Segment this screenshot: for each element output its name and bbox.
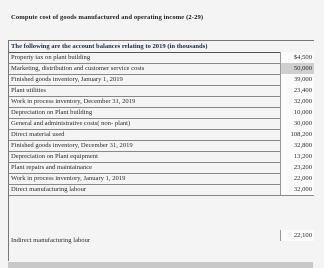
account-label: Marketing, distribution and customer service costs <box>11 65 145 72</box>
account-label: Depreciation on Plant building <box>11 109 93 116</box>
account-value: 50,000 <box>280 63 314 74</box>
account-label: Work in process inventory, January 1, 2019 <box>11 175 126 182</box>
account-value: 108,200 <box>280 129 314 140</box>
account-value: 13,200 <box>280 151 314 162</box>
account-value: 22,000 <box>280 173 314 184</box>
account-label: General and administrative costs( non- plant) <box>11 120 131 127</box>
account-label: Finished goods inventory, January 1, 2019 <box>11 76 123 83</box>
account-label: Work in process inventory, December 31, 2019 <box>11 98 136 105</box>
account-label: Plant repairs and maintainance <box>11 164 93 171</box>
account-value: 22,100 <box>280 230 314 241</box>
table-row <box>9 195 314 253</box>
account-label: Direct material used <box>11 131 65 138</box>
account-value: 10,000 <box>280 107 314 118</box>
account-label: Plant utilities <box>11 87 46 94</box>
account-value: 32,000 <box>280 184 314 195</box>
account-label: Indirect manufacturing labour <box>11 237 91 244</box>
document-title: Compute cost of goods manufactured and operating income (2-29) <box>11 14 204 21</box>
account-value: 23,400 <box>280 85 314 96</box>
account-value: 23,200 <box>280 162 314 173</box>
account-label: Property tax on plant building <box>11 54 91 61</box>
account-label: Depreciation on Plant equipment <box>11 153 98 160</box>
account-value: 32,800 <box>280 140 314 151</box>
page-edge-shadow <box>8 262 313 268</box>
table-header: The following are the account balances relating to 2019 (in thousands) <box>11 43 208 50</box>
account-value: 32,000 <box>280 96 314 107</box>
account-balances-table <box>8 40 314 261</box>
account-value: 30,000 <box>280 118 314 129</box>
account-label: Direct manufacturing labour <box>11 186 87 193</box>
account-label: Finished goods inventory, December 31, 2019 <box>11 142 133 149</box>
account-value: $4,500 <box>280 52 314 63</box>
account-value: 39,000 <box>280 74 314 85</box>
